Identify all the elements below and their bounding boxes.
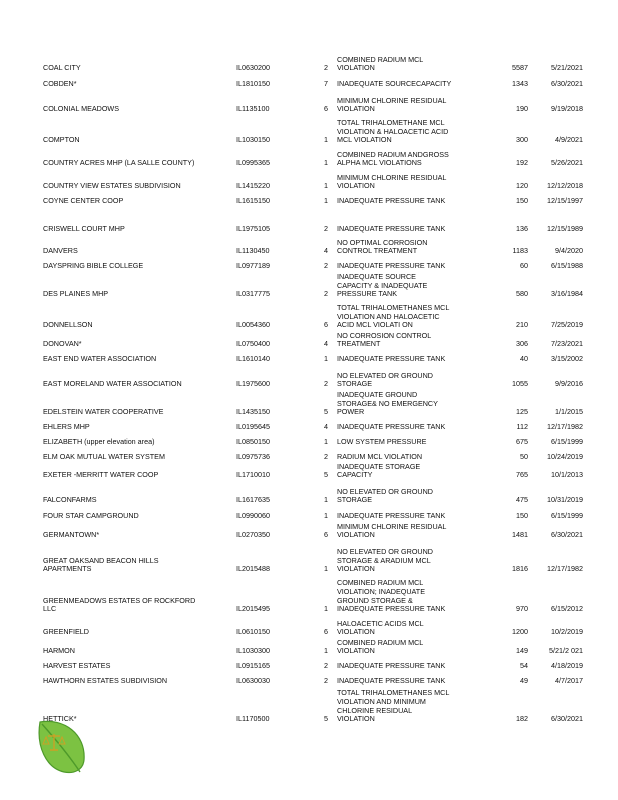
system-name-cell: ELIZABETH (upper elevation area) [43, 437, 155, 447]
population-cell: 50 [520, 452, 528, 462]
population-cell: 1343 [512, 79, 528, 89]
count-cell: 2 [324, 379, 328, 389]
system-name-cell: COLONIAL MEADOWS [43, 104, 120, 114]
violation-cell: INADEQUATE PRESSURE TANK [337, 354, 446, 364]
system-id-cell: IL1030150 [236, 135, 270, 145]
violation-cell: COMBINED RADIUM MCL VIOLATION [337, 54, 424, 73]
violation-cell: INADEQUATE SOURCECAPACITY [337, 79, 452, 89]
system-id-cell: IL1135100 [236, 104, 270, 114]
date-cell: 9/19/2018 [551, 104, 583, 114]
leaf-scales-logo-icon [34, 716, 88, 776]
count-cell: 2 [324, 289, 328, 299]
count-cell: 1 [324, 604, 328, 614]
population-cell: 149 [516, 646, 528, 656]
population-cell: 49 [520, 676, 528, 686]
date-cell: 6/15/2012 [551, 604, 583, 614]
system-id-cell: IL0990060 [236, 511, 270, 521]
system-name-cell: EXETER -MERRITT WATER COOP [43, 470, 159, 480]
system-name-cell: DES PLAINES MHP [43, 289, 109, 299]
population-cell: 5587 [512, 63, 528, 73]
population-cell: 112 [516, 422, 528, 432]
count-cell: 1 [324, 181, 328, 191]
date-cell: 9/4/2020 [555, 246, 583, 256]
violation-cell: NO OPTIMAL CORROSION CONTROL TREATMENT [337, 237, 428, 256]
count-cell: 2 [324, 661, 328, 671]
system-name-cell: DANVERS [43, 246, 78, 256]
violation-cell: TOTAL TRIHALOMETHANES MCL VIOLATION AND MINIMUM CHLORINE RESIDUAL VIOLATION [337, 688, 450, 724]
system-id-cell: IL0270350 [236, 530, 270, 540]
population-cell: 150 [516, 511, 528, 521]
violation-cell: MINIMUM CHLORINE RESIDUAL VIOLATION [337, 172, 447, 191]
count-cell: 1 [324, 135, 328, 145]
date-cell: 1/1/2015 [555, 407, 583, 417]
count-cell: 1 [324, 495, 328, 505]
violation-cell: INADEQUATE PRESSURE TANK [337, 676, 446, 686]
population-cell: 580 [516, 289, 528, 299]
population-cell: 1200 [512, 627, 528, 637]
system-name-cell: EHLERS MHP [43, 422, 90, 432]
violation-cell: INADEQUATE STORAGE CAPACITY [337, 461, 421, 480]
system-name-cell: COMPTON [43, 135, 80, 145]
date-cell: 7/25/2019 [551, 320, 583, 330]
date-cell: 10/24/2019 [547, 452, 583, 462]
count-cell: 5 [324, 714, 328, 724]
date-cell: 3/15/2002 [551, 354, 583, 364]
count-cell: 4 [324, 246, 328, 256]
violation-cell: MINIMUM CHLORINE RESIDUAL VIOLATION [337, 521, 447, 540]
system-id-cell: IL1615150 [236, 196, 270, 206]
system-name-cell: FALCONFARMS [43, 495, 97, 505]
system-id-cell: IL1435150 [236, 407, 270, 417]
date-cell: 6/15/1988 [551, 261, 583, 271]
system-name-cell: GREENFIELD [43, 627, 89, 637]
population-cell: 1481 [512, 530, 528, 540]
count-cell: 6 [324, 104, 328, 114]
violation-cell: INADEQUATE PRESSURE TANK [337, 422, 446, 432]
count-cell: 6 [324, 627, 328, 637]
system-id-cell: IL1130450 [236, 246, 270, 256]
date-cell: 10/1/2013 [551, 470, 583, 480]
count-cell: 2 [324, 224, 328, 234]
violation-cell: NO ELEVATED OR GROUND STORAGE & ARADIUM MCL VIOLATION [337, 546, 433, 574]
count-cell: 7 [324, 79, 328, 89]
population-cell: 1816 [512, 564, 528, 574]
violation-cell: INADEQUATE PRESSURE TANK [337, 661, 446, 671]
violation-cell: MINIMUM CHLORINE RESIDUAL VIOLATION [337, 95, 447, 114]
system-name-cell: EDELSTEIN WATER COOPERATIVE [43, 407, 164, 417]
violation-cell: NO CORROSION CONTROL TREATMENT [337, 330, 432, 349]
date-cell: 6/15/1999 [551, 437, 583, 447]
violation-cell: NO ELEVATED OR GROUND STORAGE [337, 486, 433, 505]
population-cell: 190 [516, 104, 528, 114]
date-cell: 12/12/2018 [547, 181, 583, 191]
system-name-cell: COAL CITY [43, 63, 81, 73]
date-cell: 6/30/2021 [551, 530, 583, 540]
population-cell: 54 [520, 661, 528, 671]
count-cell: 1 [324, 158, 328, 168]
violation-cell: RADIUM MCL VIOLATION [337, 452, 423, 462]
system-id-cell: IL1030300 [236, 646, 270, 656]
population-cell: 300 [516, 135, 528, 145]
date-cell: 5/21/2 021 [549, 646, 583, 656]
count-cell: 6 [324, 530, 328, 540]
system-id-cell: IL1617635 [236, 495, 270, 505]
system-id-cell: IL0995365 [236, 158, 270, 168]
system-id-cell: IL0850150 [236, 437, 270, 447]
system-id-cell: IL0630030 [236, 676, 270, 686]
system-id-cell: IL0630200 [236, 63, 270, 73]
system-name-cell: COBDEN* [43, 79, 77, 89]
population-cell: 970 [516, 604, 528, 614]
date-cell: 12/17/1982 [547, 422, 583, 432]
system-id-cell: IL0975736 [236, 452, 270, 462]
violation-cell: COMBINED RADIUM MCL VIOLATION; INADEQUATE GROUND STORAGE & INADEQUATE PRESSURE TANK [337, 578, 446, 614]
date-cell: 7/23/2021 [551, 339, 583, 349]
system-name-cell: DAYSPRING BIBLE COLLEGE [43, 261, 144, 271]
date-cell: 4/18/2019 [551, 661, 583, 671]
count-cell: 2 [324, 261, 328, 271]
violation-cell: COMBINED RADIUM MCL VIOLATION [337, 637, 424, 656]
population-cell: 210 [516, 320, 528, 330]
count-cell: 4 [324, 339, 328, 349]
violation-cell: TOTAL TRIHALOMETHANE MCL VIOLATION & HALOACETIC ACID MCL VIOLATION [337, 117, 449, 145]
system-id-cell: IL1975600 [236, 379, 270, 389]
date-cell: 4/7/2017 [555, 676, 583, 686]
violation-cell: INADEQUATE PRESSURE TANK [337, 261, 446, 271]
system-name-cell: GERMANTOWN* [43, 530, 100, 540]
count-cell: 1 [324, 511, 328, 521]
violation-cell: HALOACETIC ACIDS MCL VIOLATION [337, 618, 424, 637]
system-id-cell: IL0317775 [236, 289, 270, 299]
system-name-cell: DONNELLSON [43, 320, 93, 330]
system-id-cell: IL1170500 [236, 714, 270, 724]
population-cell: 306 [516, 339, 528, 349]
system-id-cell: IL0054360 [236, 320, 270, 330]
system-name-cell: EAST MORELAND WATER ASSOCIATION [43, 379, 182, 389]
system-id-cell: IL1810150 [236, 79, 270, 89]
violation-cell: TOTAL TRIHALOMETHANES MCL VIOLATION AND HALOACETIC ACID MCL VIOLATI ON [337, 302, 450, 330]
violation-cell: INADEQUATE PRESSURE TANK [337, 196, 446, 206]
count-cell: 4 [324, 422, 328, 432]
system-name-cell: ELM OAK MUTUAL WATER SYSTEM [43, 452, 165, 462]
population-cell: 192 [516, 158, 528, 168]
date-cell: 6/30/2021 [551, 79, 583, 89]
date-cell: 4/9/2021 [555, 135, 583, 145]
violation-cell: INADEQUATE SOURCE CAPACITY & INADEQUATE PRESSURE TANK [337, 271, 428, 299]
system-id-cell: IL0915165 [236, 661, 270, 671]
count-cell: 2 [324, 452, 328, 462]
system-name-cell: EAST END WATER ASSOCIATION [43, 354, 157, 364]
system-id-cell: IL1710010 [236, 470, 270, 480]
date-cell: 10/2/2019 [551, 627, 583, 637]
system-name-cell: COUNTRY VIEW ESTATES SUBDIVISION [43, 181, 181, 191]
system-id-cell: IL1610140 [236, 354, 270, 364]
count-cell: 6 [324, 320, 328, 330]
system-id-cell: IL0977189 [236, 261, 270, 271]
system-name-cell: GREENMEADOWS ESTATES OF ROCKFORD LLC [43, 595, 196, 614]
system-name-cell: COYNE CENTER COOP [43, 196, 124, 206]
violation-cell: COMBINED RADIUM ANDGROSS ALPHA MCL VIOLATIONS [337, 149, 449, 168]
population-cell: 765 [516, 470, 528, 480]
population-cell: 675 [516, 437, 528, 447]
count-cell: 1 [324, 564, 328, 574]
system-id-cell: IL1975105 [236, 224, 270, 234]
violation-cell: LOW SYSTEM PRESSURE [337, 437, 427, 447]
date-cell: 6/15/1999 [551, 511, 583, 521]
system-name-cell: FOUR STAR CAMPGROUND [43, 511, 139, 521]
system-name-cell: GREAT OAKSAND BEACON HILLS APARTMENTS [43, 555, 159, 574]
population-cell: 136 [516, 224, 528, 234]
system-name-cell: COUNTRY ACRES MHP (LA SALLE COUNTY) [43, 158, 195, 168]
count-cell: 5 [324, 470, 328, 480]
violation-cell: NO ELEVATED OR GROUND STORAGE [337, 370, 433, 389]
date-cell: 9/9/2016 [555, 379, 583, 389]
violation-cell: INADEQUATE PRESSURE TANK [337, 224, 446, 234]
date-cell: 12/15/1997 [547, 196, 583, 206]
system-id-cell: IL2015495 [236, 604, 270, 614]
system-name-cell: CRISWELL COURT MHP [43, 224, 125, 234]
count-cell: 2 [324, 676, 328, 686]
system-name-cell: HARMON [43, 646, 75, 656]
system-id-cell: IL0610150 [236, 627, 270, 637]
date-cell: 10/31/2019 [547, 495, 583, 505]
population-cell: 60 [520, 261, 528, 271]
date-cell: 5/21/2021 [551, 63, 583, 73]
system-id-cell: IL0195645 [236, 422, 270, 432]
population-cell: 40 [520, 354, 528, 364]
date-cell: 12/15/1989 [547, 224, 583, 234]
system-name-cell: DONOVAN* [43, 339, 82, 349]
system-name-cell: HETTICK* [43, 714, 77, 724]
count-cell: 1 [324, 354, 328, 364]
count-cell: 1 [324, 196, 328, 206]
date-cell: 12/17/1982 [547, 564, 583, 574]
population-cell: 150 [516, 196, 528, 206]
system-id-cell: IL1415220 [236, 181, 270, 191]
count-cell: 1 [324, 437, 328, 447]
date-cell: 5/26/2021 [551, 158, 583, 168]
system-name-cell: HAWTHORN ESTATES SUBDIVISION [43, 676, 168, 686]
violation-cell: INADEQUATE PRESSURE TANK [337, 511, 446, 521]
population-cell: 1183 [512, 246, 528, 256]
count-cell: 5 [324, 407, 328, 417]
system-id-cell: IL0750400 [236, 339, 270, 349]
system-name-cell: HARVEST ESTATES [43, 661, 111, 671]
count-cell: 2 [324, 63, 328, 73]
population-cell: 125 [516, 407, 528, 417]
date-cell: 6/30/2021 [551, 714, 583, 724]
system-id-cell: IL2015488 [236, 564, 270, 574]
population-cell: 475 [516, 495, 528, 505]
population-cell: 120 [516, 181, 528, 191]
date-cell: 3/16/1984 [551, 289, 583, 299]
violation-cell: INADEQUATE GROUND STORAGE& NO EMERGENCY POWER [337, 389, 438, 417]
count-cell: 1 [324, 646, 328, 656]
population-cell: 1055 [512, 379, 528, 389]
population-cell: 182 [516, 714, 528, 724]
